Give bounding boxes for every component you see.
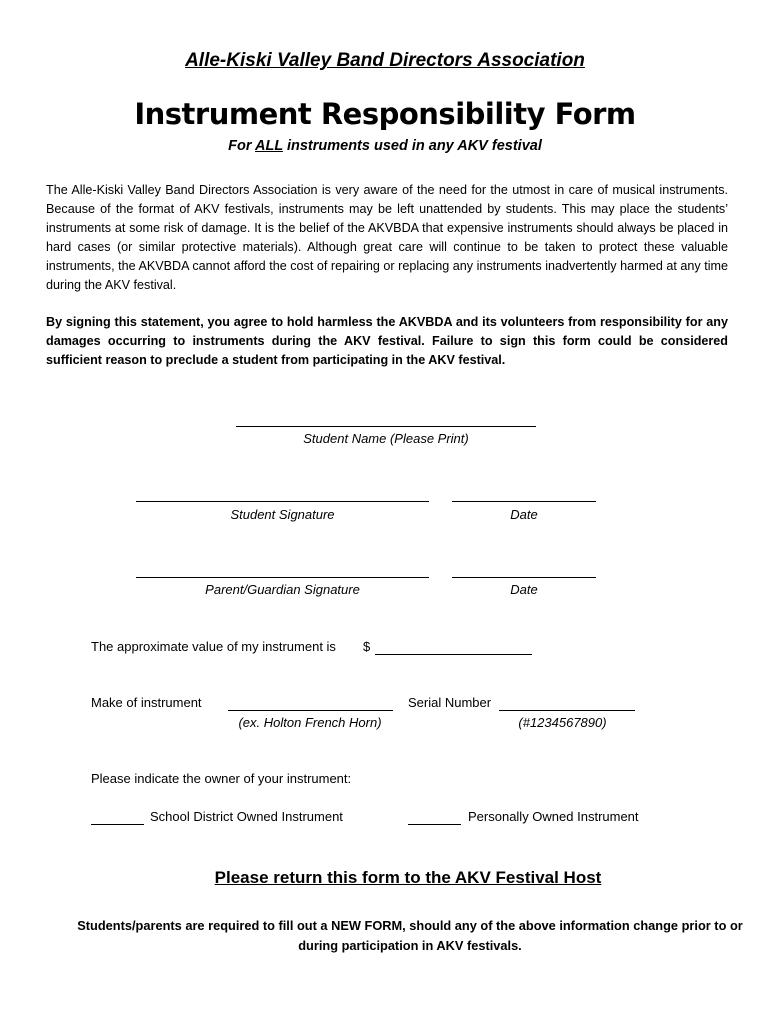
update-notice: Students/parents are required to fill out a NEW FORM, should any of the above information change prior to or during participation in AKV festivals.: [77, 918, 743, 953]
student-name-line[interactable]: [236, 426, 536, 427]
student-signature-label: Student Signature: [230, 507, 335, 522]
organization-name: Alle-Kiski Valley Band Directors Association: [185, 50, 585, 71]
student-name-label: Student Name (Please Print): [303, 431, 469, 446]
student-date-line[interactable]: [452, 501, 596, 502]
school-owned-label: School District Owned Instrument: [150, 809, 343, 824]
parent-date-line[interactable]: [452, 577, 596, 578]
personal-owned-label: Personally Owned Instrument: [468, 809, 639, 824]
parent-signature-label: Parent/Guardian Signature: [205, 582, 360, 597]
school-owned-checkline[interactable]: [91, 824, 144, 825]
parent-date-label: Date: [510, 582, 538, 597]
subtitle-prefix: For: [228, 138, 255, 154]
parent-signature-line[interactable]: [136, 577, 429, 578]
instrument-value-line[interactable]: [375, 654, 532, 655]
intro-paragraph: The Alle-Kiski Valley Band Directors Association is very aware of the need for the utmost in care of musical instruments. Because of the format of AKV festivals, instruments may be left unattended by students. This may place the students’ instruments at some risk of damage. It is the belief of the AKVBDA that expensive instruments should always be placed in hard cases (or similar protective materials). Although great care will continue to be taken to protect these valuable instruments, the AKVBDA cannot afford the cost of repairing or replacing any instruments inadvertently harmed at any time during the AKV festival.: [46, 183, 728, 292]
subtitle-suffix: instruments used in any AKV festival: [282, 138, 542, 154]
form-subtitle: [0, 138, 770, 154]
student-signature-line[interactable]: [136, 501, 429, 502]
return-instruction: Please return this form to the AKV Festival Host: [214, 868, 602, 887]
serial-line[interactable]: [499, 710, 635, 711]
serial-label: Serial Number: [408, 695, 492, 710]
form-title: Instrument Responsibility Form: [134, 97, 636, 131]
owner-prompt: Please indicate the owner of your instrument:: [91, 771, 352, 786]
personal-owned-checkline[interactable]: [408, 824, 461, 825]
make-example: (ex. Holton French Horn): [238, 715, 382, 730]
make-label: Make of instrument: [91, 695, 202, 710]
make-line[interactable]: [228, 710, 393, 711]
value-label: The approximate value of my instrument is: [91, 639, 336, 654]
agreement-paragraph: By signing this statement, you agree to hold harmless the AKVBDA and its volunteers from responsibility for any damages occurring to instruments during the AKV festival. Failure to sign this form could be considered sufficient reason to preclude a student from participating in the AKV festival.: [46, 315, 728, 367]
student-date-label: Date: [510, 507, 538, 522]
currency-symbol: $: [363, 639, 371, 654]
subtitle-emphasis: ALL: [255, 138, 283, 154]
serial-example: (#1234567890): [518, 715, 607, 730]
